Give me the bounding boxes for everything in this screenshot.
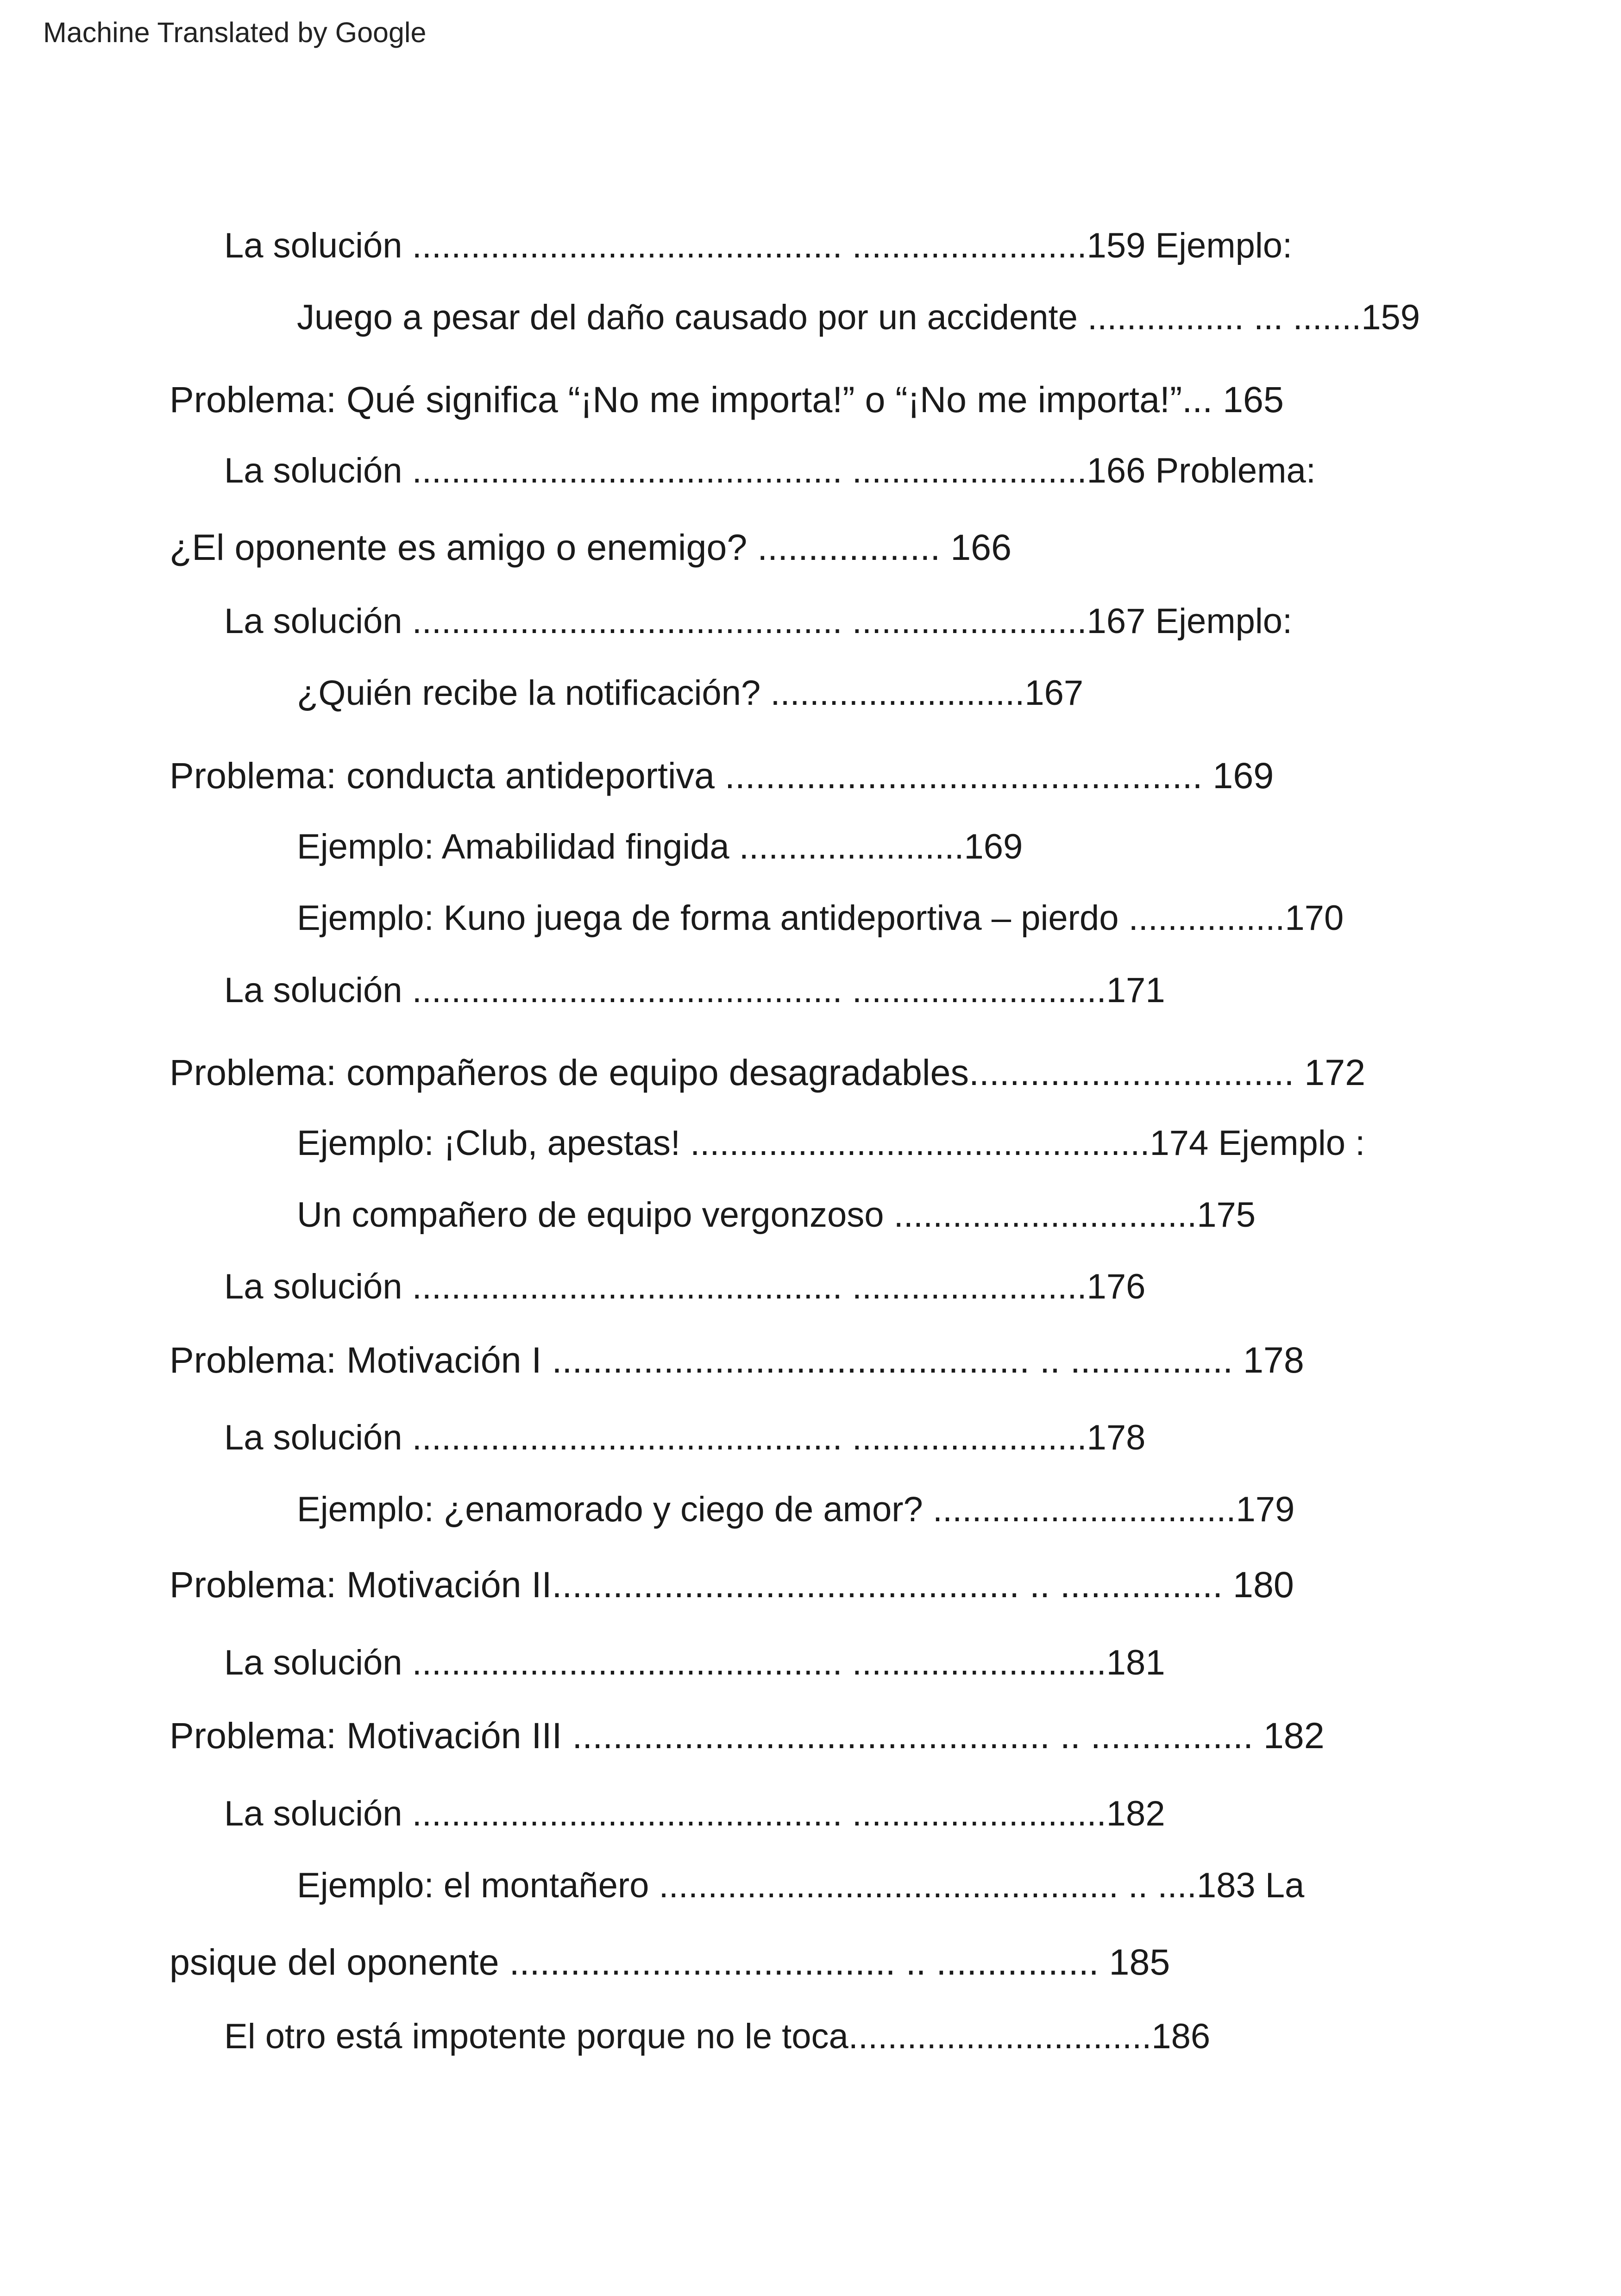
- toc-entry: Ejemplo: Kuno juega de forma antideportiva – pierdo ................170: [297, 898, 1344, 938]
- toc-entry: Ejemplo: ¿enamorado y ciego de amor? ...............................179: [297, 1490, 1295, 1529]
- toc-entry: Ejemplo: ¡Club, apestas! ...............................................174 Ejemplo :: [297, 1123, 1365, 1163]
- toc-entry: ¿Quién recibe la notificación? ..........................167: [297, 673, 1084, 713]
- toc-entry: La solución ............................................ ..........................181: [224, 1643, 1165, 1682]
- toc-entry: Ejemplo: el montañero ............................................... .. ....183 La: [297, 1866, 1305, 1905]
- toc-entry: Problema: compañeros de equipo desagradables................................ 172: [170, 1052, 1366, 1093]
- machine-translated-banner: Machine Translated by Google: [43, 17, 427, 48]
- toc-entry: Problema: Motivación II.............................................. .. ................ 180: [170, 1564, 1294, 1605]
- toc-entry: Un compañero de equipo vergonzoso ...............................175: [297, 1195, 1256, 1235]
- toc-entry: psique del oponente ...................................... .. ................ 185: [170, 1941, 1170, 1982]
- toc-entry: El otro está impotente porque no le toca...............................186: [224, 2017, 1211, 2056]
- toc-entry: Problema: Motivación I ............................................... .. ................ 178: [170, 1339, 1304, 1380]
- toc-entry: Juego a pesar del daño causado por un accidente ................ ... .......159: [297, 298, 1420, 337]
- toc-entry: ¿El oponente es amigo o enemigo? .................. 166: [170, 527, 1012, 568]
- toc-entry: Ejemplo: Amabilidad fingida .......................169: [297, 827, 1023, 866]
- toc-entry: Problema: Qué significa “¡No me importa!” o “¡No me importa!”... 165: [170, 379, 1284, 420]
- toc-entry: La solución ............................................ ........................159 Ejemplo:: [224, 226, 1293, 265]
- toc-entry: Problema: conducta antideportiva ............................................... 169: [170, 755, 1274, 796]
- toc-entry: Problema: Motivación III ............................................... .. ................ 182: [170, 1715, 1325, 1756]
- toc-entry: La solución ............................................ ..........................171: [224, 971, 1165, 1010]
- toc-entry: La solución ............................................ ........................167 Ejemplo:: [224, 602, 1293, 641]
- toc-entry: La solución ............................................ ..........................182: [224, 1794, 1165, 1833]
- toc-entry: La solución ............................................ ........................176: [224, 1267, 1146, 1306]
- toc-entry: La solución ............................................ ........................178: [224, 1418, 1146, 1457]
- toc-entry: La solución ............................................ ........................166 Problema:: [224, 451, 1316, 490]
